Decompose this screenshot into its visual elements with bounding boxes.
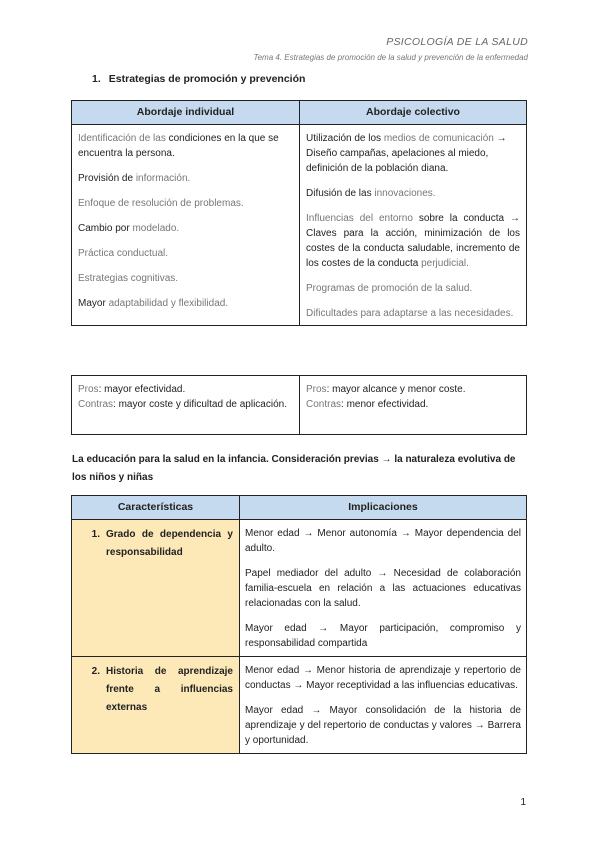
header-title: PSICOLOGÍA DE LA SALUD: [386, 36, 528, 48]
collective-item-3-key: Influencias del entorno: [306, 213, 413, 224]
header-individual: Abordaje individual: [72, 101, 300, 125]
section2-intro: La educación para la salud en la infancia. Consideración previas → la naturaleza evolutiva de los niños y niñas: [72, 454, 516, 483]
characteristic-number: 1.: [91, 529, 100, 540]
implication-item: Menor edad → Menor historia de aprendizaje y repertorio de conductas → Mayor receptividad a las influencias educativas.: [245, 665, 521, 691]
characteristic-number: 2.: [91, 666, 100, 677]
table-row: [72, 657, 527, 754]
cons-label: Contras: [306, 399, 342, 410]
individual-item-6: Estrategias cognitivas.: [78, 273, 179, 284]
section-heading: [92, 73, 305, 85]
characteristic-cell: [72, 657, 240, 754]
collective-item-3-detail: sobre la conducta → Claves para la acción, minimización de los costes de la conducta saludable, incremento de los costes de la conducta: [306, 213, 521, 269]
collective-item-2-key: innovaciones.: [374, 188, 436, 199]
implication-cell: [240, 520, 527, 657]
implication-item: Menor edad → Menor autonomía → Mayor dependencia del adulto.: [245, 528, 521, 554]
pros-cons-individual: [72, 376, 300, 435]
collective-item-4: Programas de promoción de la salud.: [306, 283, 473, 294]
header-collective: Abordaje colectivo: [300, 101, 527, 125]
implication-item: Papel mediador del adulto → Necesidad de colaboración familia-escuela en relación a las actuaciones educativas relacionadas con la salud.: [245, 568, 521, 609]
page-number: 1: [520, 797, 526, 808]
section-title: Estrategias de promoción y prevención: [108, 73, 306, 85]
individual-item-1-text: condiciones en la que se encuentra la persona.: [78, 133, 279, 159]
individual-cell: [72, 125, 300, 326]
collective-cell: [300, 125, 527, 326]
pros-label: Pros: [306, 384, 327, 395]
characteristic-cell: [72, 520, 240, 657]
collective-item-2-text: Difusión de las: [306, 188, 375, 199]
table-row: [72, 520, 527, 657]
individual-item-1-key: Identificación de las: [78, 133, 166, 144]
individual-item-7-key: adaptabilidad y flexibilidad.: [108, 298, 229, 309]
collective-item-1-key: medios de comunicación: [383, 133, 494, 144]
approach-table: [71, 100, 527, 326]
individual-item-2-key: información.: [135, 173, 191, 184]
individual-item-2-text: Provisión de: [78, 173, 136, 184]
individual-item-4-text: Cambio por: [78, 223, 133, 234]
header-subtitle: Tema 4. Estrategias de promoción de la salud y prevención de la enfermedad: [253, 53, 528, 62]
collective-item-1-text: Utilización de los: [306, 133, 384, 144]
cons-label: Contras: [78, 399, 114, 410]
pros-cons-collective: [300, 376, 527, 435]
individual-item-3: Enfoque de resolución de problemas.: [78, 198, 244, 209]
header-characteristics: Características: [72, 496, 240, 520]
cons-text: : mayor coste y dificultad de aplicación.: [113, 399, 287, 410]
cons-text: : menor efectividad.: [341, 399, 429, 410]
pros-cons-table: [71, 375, 527, 435]
header-implications: Implicaciones: [240, 496, 527, 520]
pros-label: Pros: [78, 384, 99, 395]
implication-item: Mayor edad → Mayor participación, compromiso y responsabilidad compartida: [245, 623, 521, 649]
child-education-table: [71, 495, 527, 754]
section-number: 1.: [92, 73, 101, 85]
collective-item-3-tail: perjudicial.: [421, 258, 469, 269]
individual-item-5: Práctica conductual.: [78, 248, 169, 259]
characteristic-text: Historia de aprendizaje frente a influencias externas: [106, 666, 233, 713]
collective-item-1-detail: → Diseño campañas, apelaciones al miedo, definición de la población diana.: [306, 133, 507, 174]
implication-cell: [240, 657, 527, 754]
implication-item: Mayor edad → Mayor consolidación de la historia de aprendizaje y del repertorio de conductas y valores → Barrera y oportunidad.: [245, 705, 521, 746]
collective-item-5: Dificultades para adaptarse a las necesidades.: [306, 308, 514, 319]
pros-text: : mayor alcance y menor coste.: [326, 384, 466, 395]
individual-item-7-text: Mayor: [78, 298, 109, 309]
individual-item-4-key: modelado.: [132, 223, 180, 234]
characteristic-text: Grado de dependencia y responsabilidad: [106, 529, 233, 558]
pros-text: : mayor efectividad.: [98, 384, 186, 395]
